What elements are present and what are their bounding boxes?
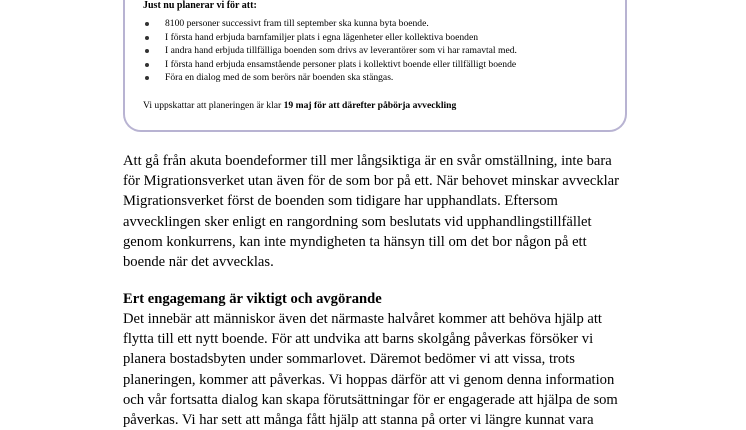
section-heading: Ert engagemang är viktigt och avgörande — [123, 291, 382, 307]
planning-bullet-list — [143, 17, 517, 85]
text-line: Det innebär att människor även det närmaste halvåret kommer att behöva hjälp att — [123, 311, 602, 327]
deadline-text: 19 maj för att därefter påbörja avveckling — [283, 100, 457, 111]
list-item: I första hand erbjuda ensamstående personer plats i kollektivt boende eller tillfälligt boende — [143, 58, 517, 72]
list-item: I första hand erbjuda barnfamiljer plats i egna lägenheter eller kollektiva boenden — [143, 31, 517, 45]
bullet-icon — [145, 63, 149, 67]
text-line: planera bostadsbyten under sommarlovet. Däremot bedömer vi att vissa, trots — [123, 351, 575, 368]
text-line: och vår fortsatta dialog kan skapa förutsättningar för er engagerade att hjälpa de som — [123, 391, 618, 408]
list-item: Föra en dialog med de som berörs när boenden ska stängas. — [143, 71, 517, 85]
text-line: flytta till ett nytt boende. För att undvika att barns skolgång påverkas försöker vi — [123, 331, 594, 348]
bullet-icon — [145, 49, 149, 53]
text-line: Migrationsverket först de boenden som tidigare har upphandlats. Eftersom — [123, 193, 558, 210]
bullet-icon — [145, 76, 149, 80]
info-box-footer: Vi uppskattar att planeringen är klar 19 maj för att därefter påbörja avveckling — [143, 100, 457, 111]
bullet-icon — [145, 36, 149, 40]
paragraph-transition — [123, 151, 643, 272]
planning-info-box — [123, 0, 627, 132]
text-line: för Migrationsverket utan även för de som bor på ett. När behovet minskar avvecklar — [123, 173, 620, 190]
text-line: påverkas. Vi har sett att många fått hjälp att stanna på orter vi längre kunnat vara — [123, 412, 594, 429]
text-line: avvecklingen sker enligt en rangordning som beslutats vid upphandlingstillfället — [123, 213, 592, 230]
text-line: boende när det avvecklas. — [123, 254, 274, 271]
text-line: genom konkurrens, kan inte myndigheten ta hänsyn till om det bor någon på ett — [123, 233, 587, 250]
list-item: 8100 personer successivt fram till september ska kunna byta boende. — [143, 17, 517, 31]
bullet-icon — [145, 22, 149, 26]
list-item: I andra hand erbjuda tillfälliga boenden som drivs av leverantörer som vi har ramavtal med. — [143, 44, 517, 58]
text-line: planeringen, kommer att påverkas. Vi hoppas därför att vi genom denna information — [123, 371, 615, 388]
text-line: Att gå från akuta boendeformer till mer långsiktiga är en svår omställning, inte bara — [123, 153, 612, 169]
paragraph-engagement — [123, 309, 643, 430]
info-box-title: Just nu planerar vi för att: — [143, 0, 257, 11]
